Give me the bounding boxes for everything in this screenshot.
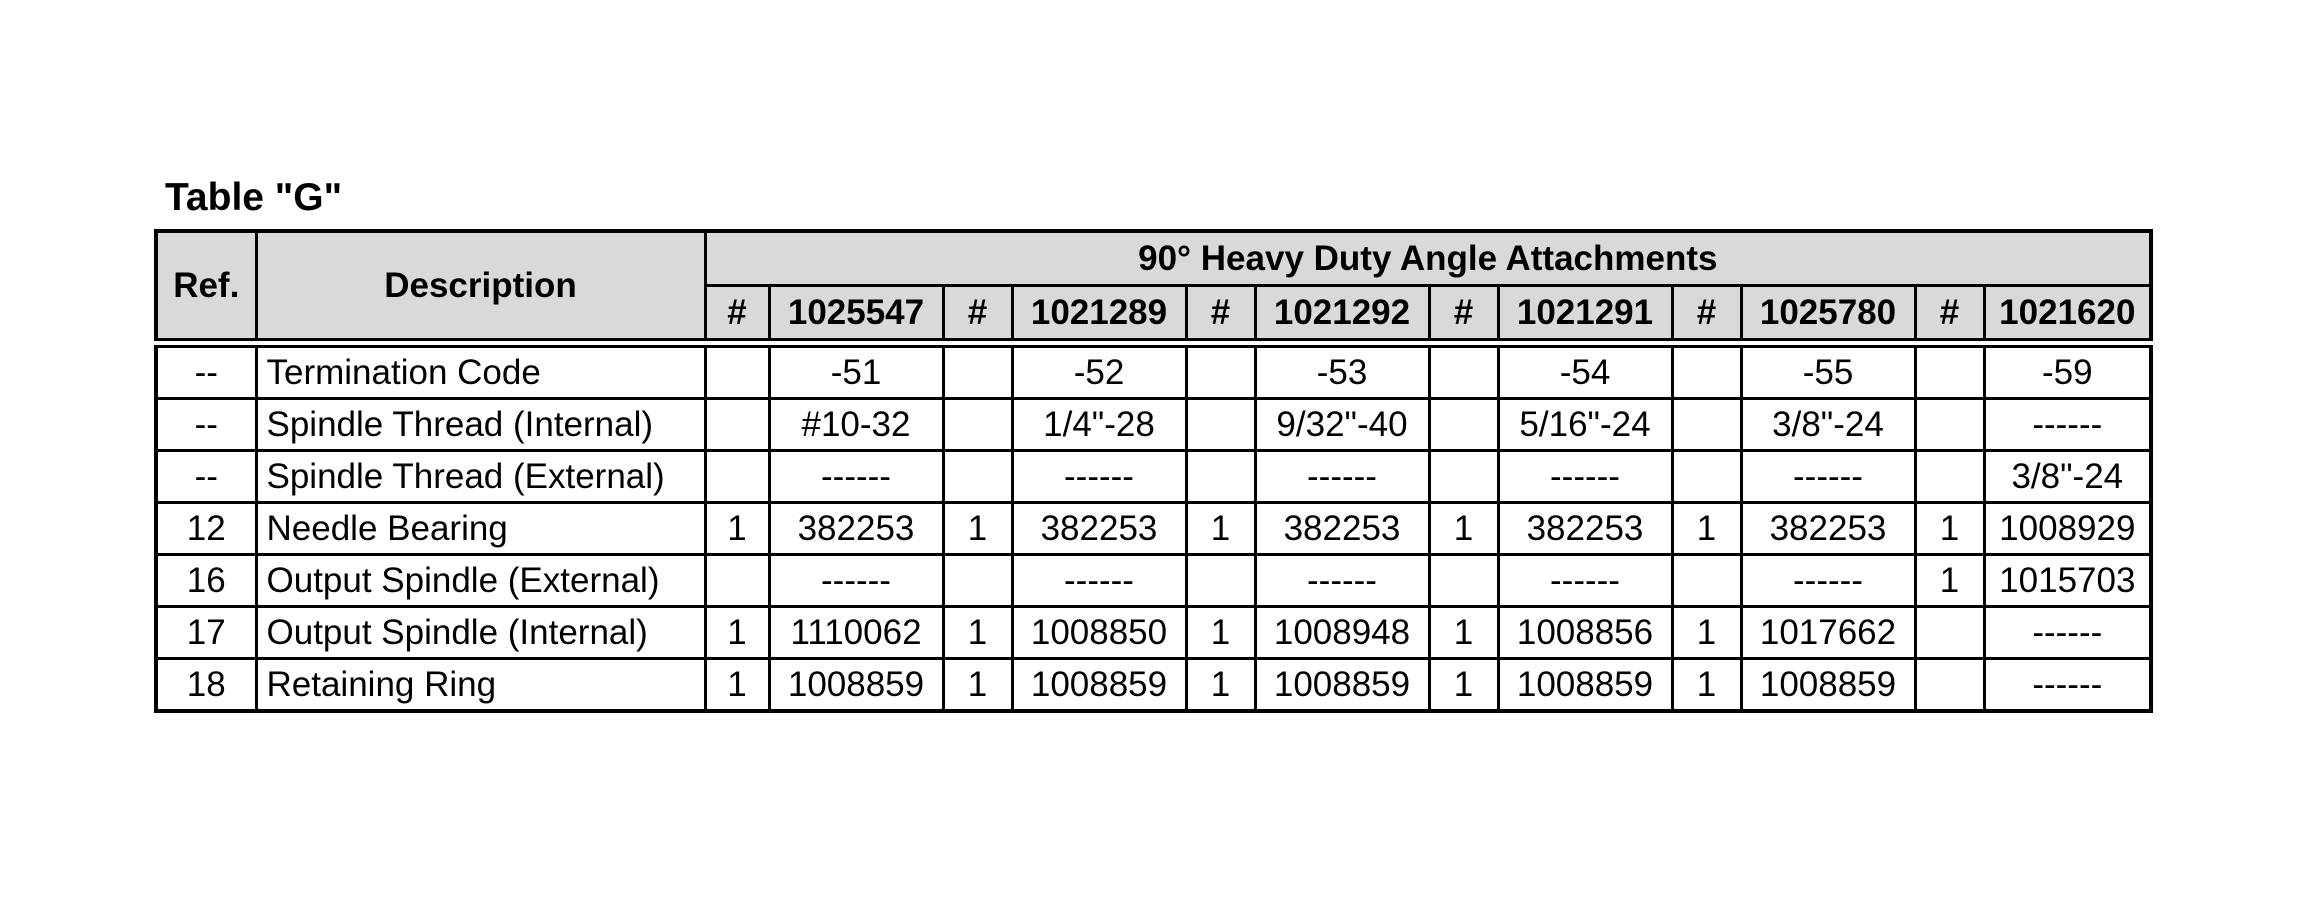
- part-number-cell: 3/8"-24: [1984, 451, 2151, 503]
- part-number-cell: ------: [1741, 451, 1915, 503]
- model-header-1021289: 1021289: [1012, 286, 1186, 344]
- qty-cell: 1: [1915, 503, 1984, 555]
- group-title-header: 90° Heavy Duty Angle Attachments: [705, 231, 2151, 286]
- qty-cell: [1672, 343, 1741, 399]
- table-row: [156, 503, 2151, 555]
- qty-cell: [1429, 555, 1498, 607]
- qty-cell: [943, 555, 1012, 607]
- part-number-cell: 1008856: [1498, 607, 1672, 659]
- qty-cell: [1186, 343, 1255, 399]
- qty-cell: 1: [943, 503, 1012, 555]
- part-number-cell: 9/32"-40: [1255, 399, 1429, 451]
- part-number-cell: ------: [1741, 555, 1915, 607]
- part-number-cell: 5/16"-24: [1498, 399, 1672, 451]
- part-number-cell: 382253: [1498, 503, 1672, 555]
- table-row: [156, 659, 2151, 712]
- part-number-cell: 1008859: [1741, 659, 1915, 712]
- qty-cell: 1: [1672, 503, 1741, 555]
- part-number-cell: 382253: [1012, 503, 1186, 555]
- table-row: [156, 399, 2151, 451]
- qty-cell: 1: [1429, 659, 1498, 712]
- part-number-cell: -54: [1498, 343, 1672, 399]
- part-number-cell: ------: [1984, 399, 2151, 451]
- qty-cell: 1: [943, 659, 1012, 712]
- part-number-cell: ------: [1984, 659, 2151, 712]
- part-number-cell: 382253: [1741, 503, 1915, 555]
- table-header: [156, 231, 2151, 343]
- ref-header: Ref.: [156, 231, 256, 343]
- qty-cell: [943, 399, 1012, 451]
- qty-cell: [1672, 451, 1741, 503]
- qty-cell: 1: [705, 503, 769, 555]
- qty-header: #: [943, 286, 1012, 344]
- table-body: [156, 343, 2151, 711]
- part-number-cell: #10-32: [769, 399, 943, 451]
- part-number-cell: 1008859: [1012, 659, 1186, 712]
- qty-header: #: [1429, 286, 1498, 344]
- description-cell: Needle Bearing: [256, 503, 705, 555]
- qty-cell: [1915, 659, 1984, 712]
- qty-cell: 1: [943, 607, 1012, 659]
- part-number-cell: 1017662: [1741, 607, 1915, 659]
- part-number-cell: ------: [769, 451, 943, 503]
- qty-header: #: [1672, 286, 1741, 344]
- description-cell: Output Spindle (External): [256, 555, 705, 607]
- part-number-cell: -59: [1984, 343, 2151, 399]
- description-cell: Retaining Ring: [256, 659, 705, 712]
- qty-cell: 1: [1915, 555, 1984, 607]
- qty-cell: [705, 399, 769, 451]
- ref-cell: --: [156, 451, 256, 503]
- qty-cell: 1: [1672, 607, 1741, 659]
- description-cell: Spindle Thread (External): [256, 451, 705, 503]
- part-number-cell: ------: [769, 555, 943, 607]
- qty-cell: 1: [1186, 659, 1255, 712]
- qty-cell: [1429, 343, 1498, 399]
- ref-cell: 17: [156, 607, 256, 659]
- qty-cell: 1: [1429, 607, 1498, 659]
- qty-cell: [1915, 399, 1984, 451]
- qty-cell: 1: [1672, 659, 1741, 712]
- part-number-cell: 1008859: [1255, 659, 1429, 712]
- ref-cell: --: [156, 399, 256, 451]
- table-row: [156, 555, 2151, 607]
- qty-cell: 1: [705, 659, 769, 712]
- table-row: [156, 607, 2151, 659]
- ref-cell: 16: [156, 555, 256, 607]
- table-row: [156, 451, 2151, 503]
- part-number-cell: 3/8"-24: [1741, 399, 1915, 451]
- part-number-cell: -55: [1741, 343, 1915, 399]
- qty-cell: [1672, 555, 1741, 607]
- part-number-cell: ------: [1012, 451, 1186, 503]
- model-header-1021292: 1021292: [1255, 286, 1429, 344]
- description-cell: Output Spindle (Internal): [256, 607, 705, 659]
- ref-cell: --: [156, 343, 256, 399]
- part-number-cell: ------: [1255, 555, 1429, 607]
- ref-cell: 12: [156, 503, 256, 555]
- part-number-cell: 1008929: [1984, 503, 2151, 555]
- part-number-cell: -51: [769, 343, 943, 399]
- description-header: Description: [256, 231, 705, 343]
- part-number-cell: ------: [1984, 607, 2151, 659]
- qty-cell: [1186, 399, 1255, 451]
- part-number-cell: ------: [1012, 555, 1186, 607]
- table-caption: Table "G": [165, 176, 343, 219]
- qty-cell: [1186, 555, 1255, 607]
- part-number-cell: 382253: [1255, 503, 1429, 555]
- part-number-cell: 1015703: [1984, 555, 2151, 607]
- qty-header: #: [705, 286, 769, 344]
- description-cell: Spindle Thread (Internal): [256, 399, 705, 451]
- part-number-cell: -52: [1012, 343, 1186, 399]
- part-number-cell: ------: [1498, 451, 1672, 503]
- qty-header: #: [1186, 286, 1255, 344]
- part-number-cell: -53: [1255, 343, 1429, 399]
- qty-cell: [943, 343, 1012, 399]
- qty-cell: [705, 343, 769, 399]
- part-number-cell: ------: [1255, 451, 1429, 503]
- qty-cell: [943, 451, 1012, 503]
- part-number-cell: 1/4"-28: [1012, 399, 1186, 451]
- qty-cell: [1429, 399, 1498, 451]
- part-number-cell: 382253: [769, 503, 943, 555]
- part-number-cell: 1110062: [769, 607, 943, 659]
- parts-table: [154, 229, 2153, 713]
- qty-cell: [1915, 451, 1984, 503]
- qty-cell: [1672, 399, 1741, 451]
- qty-cell: 1: [1429, 503, 1498, 555]
- part-number-cell: 1008859: [769, 659, 943, 712]
- table-row: [156, 343, 2151, 399]
- part-number-cell: 1008850: [1012, 607, 1186, 659]
- qty-cell: [1429, 451, 1498, 503]
- part-number-cell: ------: [1498, 555, 1672, 607]
- qty-header: #: [1915, 286, 1984, 344]
- qty-cell: 1: [1186, 503, 1255, 555]
- part-number-cell: 1008948: [1255, 607, 1429, 659]
- qty-cell: 1: [1186, 607, 1255, 659]
- part-number-cell: 1008859: [1498, 659, 1672, 712]
- ref-cell: 18: [156, 659, 256, 712]
- model-header-1025547: 1025547: [769, 286, 943, 344]
- description-cell: Termination Code: [256, 343, 705, 399]
- model-header-1021291: 1021291: [1498, 286, 1672, 344]
- qty-cell: [1186, 451, 1255, 503]
- qty-cell: [1915, 607, 1984, 659]
- model-header-1021620: 1021620: [1984, 286, 2151, 344]
- qty-cell: [705, 451, 769, 503]
- model-header-1025780: 1025780: [1741, 286, 1915, 344]
- qty-cell: [1915, 343, 1984, 399]
- qty-cell: [705, 555, 769, 607]
- qty-cell: 1: [705, 607, 769, 659]
